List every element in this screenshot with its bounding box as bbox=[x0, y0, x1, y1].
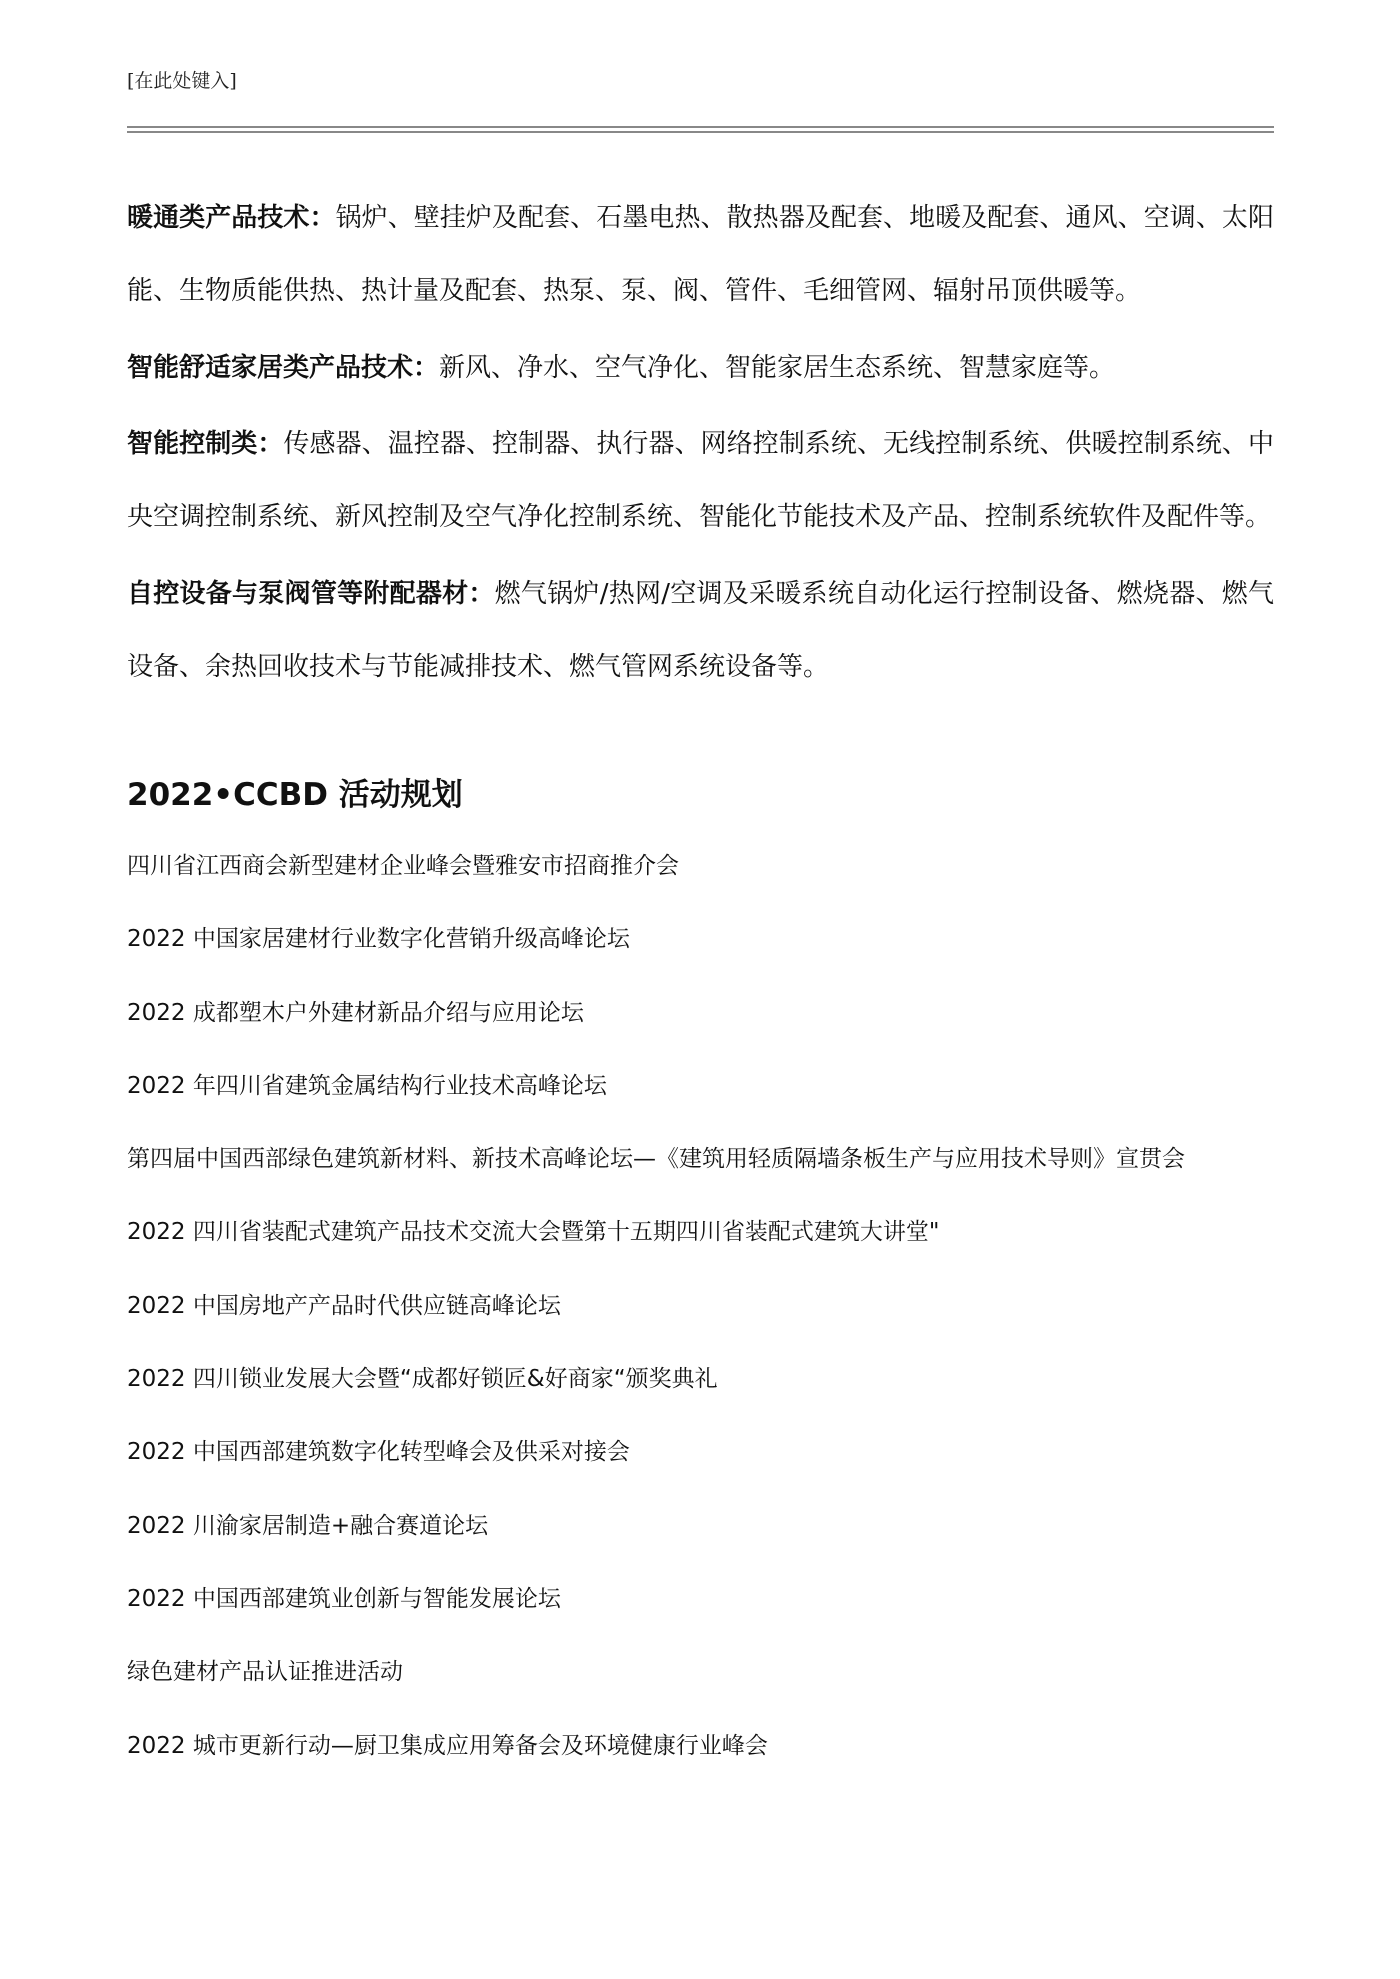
category-text: 新风、净水、空气净化、智能家居生态系统、智慧家庭等。 bbox=[439, 353, 1116, 383]
activity-item: 2022 成都塑木户外建材新品介绍与应用论坛 bbox=[127, 999, 584, 1026]
activity-item: 2022 中国家居建材行业数字化营销升级高峰论坛 bbox=[127, 926, 630, 953]
product-categories-section bbox=[127, 182, 1274, 708]
category-text: 传感器、温控器、控制器、执行器、网络控制系统、无线控制系统、供暖控制系统、中央空调控制系统、新风控制及空气净化控制系统、智能化节能技术及产品、控制系统软件及配件等。 bbox=[127, 429, 1274, 532]
activity-item: 2022 中国西部建筑数字化转型峰会及供采对接会 bbox=[127, 1439, 630, 1466]
product-category-hvac bbox=[127, 182, 1274, 328]
activity-item: 2022 中国西部建筑业创新与智能发展论坛 bbox=[127, 1585, 561, 1612]
category-label: 暖通类产品技术： bbox=[127, 203, 336, 233]
category-label: 智能控制类： bbox=[127, 429, 284, 459]
activity-item: 2022 四川锁业发展大会暨“成都好锁匠&好商家“颁奖典礼 bbox=[127, 1366, 718, 1393]
activities-heading: 2022•CCBD 活动规划 bbox=[127, 777, 463, 813]
category-label: 自控设备与泵阀管等附配器材： bbox=[127, 579, 495, 609]
product-category-smart-home bbox=[127, 332, 1274, 404]
activity-item: 2022 川渝家居制造+融合赛道论坛 bbox=[127, 1512, 489, 1539]
category-text: 锅炉、壁挂炉及配套、石墨电热、散热器及配套、地暖及配套、通风、空调、太阳能、生物质能供热、热计量及配套、热泵、泵、阀、管件、毛细管网、辐射吊顶供暖等。 bbox=[127, 203, 1274, 306]
category-label: 智能舒适家居类产品技术： bbox=[127, 353, 440, 383]
activity-item: 四川省江西商会新型建材企业峰会暨雅安市招商推介会 bbox=[127, 853, 679, 879]
activity-item: 2022 中国房地产产品时代供应链高峰论坛 bbox=[127, 1292, 561, 1319]
activity-item: 第四届中国西部绿色建筑新材料、新技术高峰论坛—《建筑用轻质隔墙条板生产与应用技术导则》宣贯会 bbox=[127, 1146, 1185, 1173]
page-header-placeholder: [在此处键入] bbox=[127, 70, 237, 92]
activity-item: 2022 城市更新行动—厨卫集成应用筹备会及环境健康行业峰会 bbox=[127, 1732, 768, 1759]
activity-item: 2022 年四川省建筑金属结构行业技术高峰论坛 bbox=[127, 1072, 607, 1099]
category-text: 燃气锅炉/热网/空调及采暖系统自动化运行控制设备、燃烧器、燃气设备、余热回收技术与节能减排技术、燃气管网系统设备等。 bbox=[127, 579, 1274, 682]
activity-list bbox=[127, 850, 1287, 1803]
activity-item: 绿色建材产品认证推进活动 bbox=[127, 1659, 403, 1686]
activity-item: 2022 四川省装配式建筑产品技术交流大会暨第十五期四川省装配式建筑大讲堂" bbox=[127, 1219, 940, 1246]
product-category-auto-control-equipment bbox=[127, 558, 1274, 704]
product-category-smart-control bbox=[127, 408, 1274, 554]
header-divider bbox=[127, 126, 1274, 133]
